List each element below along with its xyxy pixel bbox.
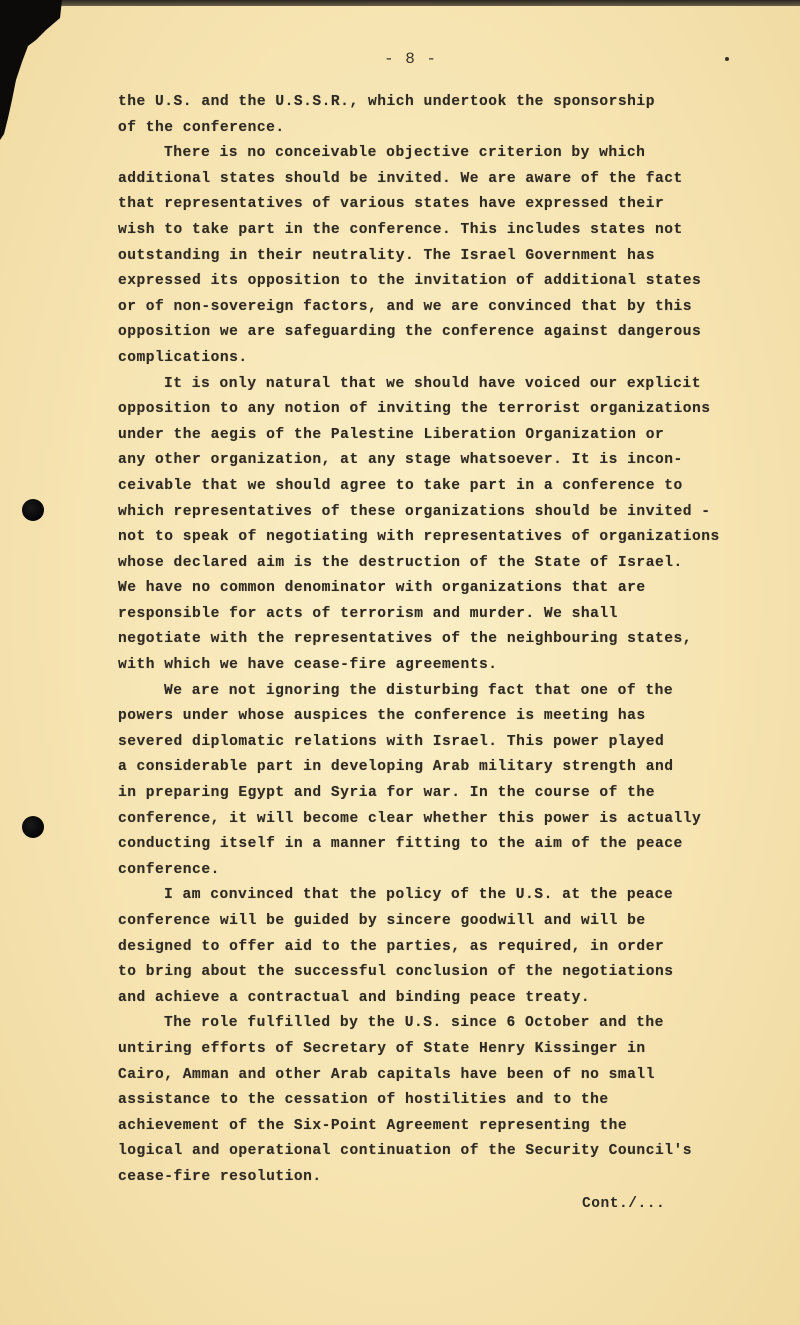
text-line: We are not ignoring the disturbing fact that one of the bbox=[164, 682, 674, 699]
text-line: severed diplomatic relations with Israel. This power played bbox=[118, 733, 665, 750]
text-line: conference, it will become clear whether this power is actually bbox=[118, 810, 702, 827]
text-line: with which we have cease-fire agreements. bbox=[118, 657, 498, 674]
text-line: cease-fire resolution. bbox=[118, 1168, 322, 1185]
text-line: untiring efforts of Secretary of State Henry Kissinger in bbox=[118, 1040, 646, 1057]
text-line: ceivable that we should agree to take part in a conference to bbox=[118, 477, 683, 494]
torn-corner-shadow bbox=[0, 0, 70, 140]
text-line: I am convinced that the policy of the U.S. at the peace bbox=[164, 887, 674, 904]
text-line: responsible for acts of terrorism and murder. We shall bbox=[118, 605, 618, 622]
text-line: It is only natural that we should have voiced our explicit bbox=[164, 375, 701, 392]
scan-top-edge bbox=[0, 0, 800, 6]
text-line: logical and operational continuation of the Security Council's bbox=[118, 1143, 692, 1160]
text-line: that representatives of various states have expressed their bbox=[118, 196, 665, 213]
continued-notation: Cont./... bbox=[582, 1196, 666, 1212]
text-line: or of non-sovereign factors, and we are convinced that by this bbox=[118, 298, 692, 315]
text-line: opposition we are safeguarding the conference against dangerous bbox=[118, 324, 702, 341]
text-line: not to speak of negotiating with representatives of organizations bbox=[118, 529, 720, 546]
text-line: any other organization, at any stage whatsoever. It is incon- bbox=[118, 452, 683, 469]
text-line: We have no common denominator with organizations that are bbox=[118, 580, 646, 597]
punch-hole bbox=[22, 816, 44, 838]
text-line: conference. bbox=[118, 861, 220, 878]
text-line: whose declared aim is the destruction of the State of Israel. bbox=[118, 554, 683, 571]
text-line: powers under whose auspices the conference is meeting has bbox=[118, 708, 646, 725]
ink-speck bbox=[725, 57, 729, 61]
text-line: additional states should be invited. We are aware of the fact bbox=[118, 170, 683, 187]
text-line: assistance to the cessation of hostilities and to the bbox=[118, 1092, 609, 1109]
text-line: expressed its opposition to the invitation of additional states bbox=[118, 273, 702, 290]
text-line: The role fulfilled by the U.S. since 6 October and the bbox=[164, 1015, 664, 1032]
text-line: negotiate with the representatives of the neighbouring states, bbox=[118, 631, 692, 648]
text-line: opposition to any notion of inviting the terrorist organizations bbox=[118, 401, 711, 418]
text-line: the U.S. and the U.S.S.R., which undertook the sponsorship bbox=[118, 94, 655, 110]
text-line: and achieve a contractual and binding peace treaty. bbox=[118, 989, 591, 1006]
text-line: under the aegis of the Palestine Liberation Organization or bbox=[118, 426, 665, 443]
typed-body-text bbox=[118, 90, 748, 1191]
text-line: in preparing Egypt and Syria for war. In the course of the bbox=[118, 785, 655, 802]
text-line: outstanding in their neutrality. The Israel Government has bbox=[118, 247, 655, 264]
text-line: a considerable part in developing Arab military strength and bbox=[118, 759, 674, 776]
page-number: - 8 - bbox=[384, 50, 438, 68]
text-line: designed to offer aid to the parties, as required, in order bbox=[118, 938, 665, 955]
text-line: wish to take part in the conference. This includes states not bbox=[118, 221, 683, 238]
text-line: to bring about the successful conclusion of the negotiations bbox=[118, 964, 674, 981]
text-line: Cairo, Amman and other Arab capitals have been of no small bbox=[118, 1066, 655, 1083]
text-line: which representatives of these organizations should be invited - bbox=[118, 503, 711, 520]
text-line: achievement of the Six-Point Agreement representing the bbox=[118, 1117, 628, 1134]
text-line: There is no conceivable objective criterion by which bbox=[164, 145, 646, 162]
text-line: conducting itself in a manner fitting to the aim of the peace bbox=[118, 836, 683, 853]
text-line: complications. bbox=[118, 349, 248, 366]
text-line: conference will be guided by sincere goodwill and will be bbox=[118, 913, 646, 929]
punch-hole bbox=[22, 499, 44, 521]
text-line: of the conference. bbox=[118, 119, 285, 136]
